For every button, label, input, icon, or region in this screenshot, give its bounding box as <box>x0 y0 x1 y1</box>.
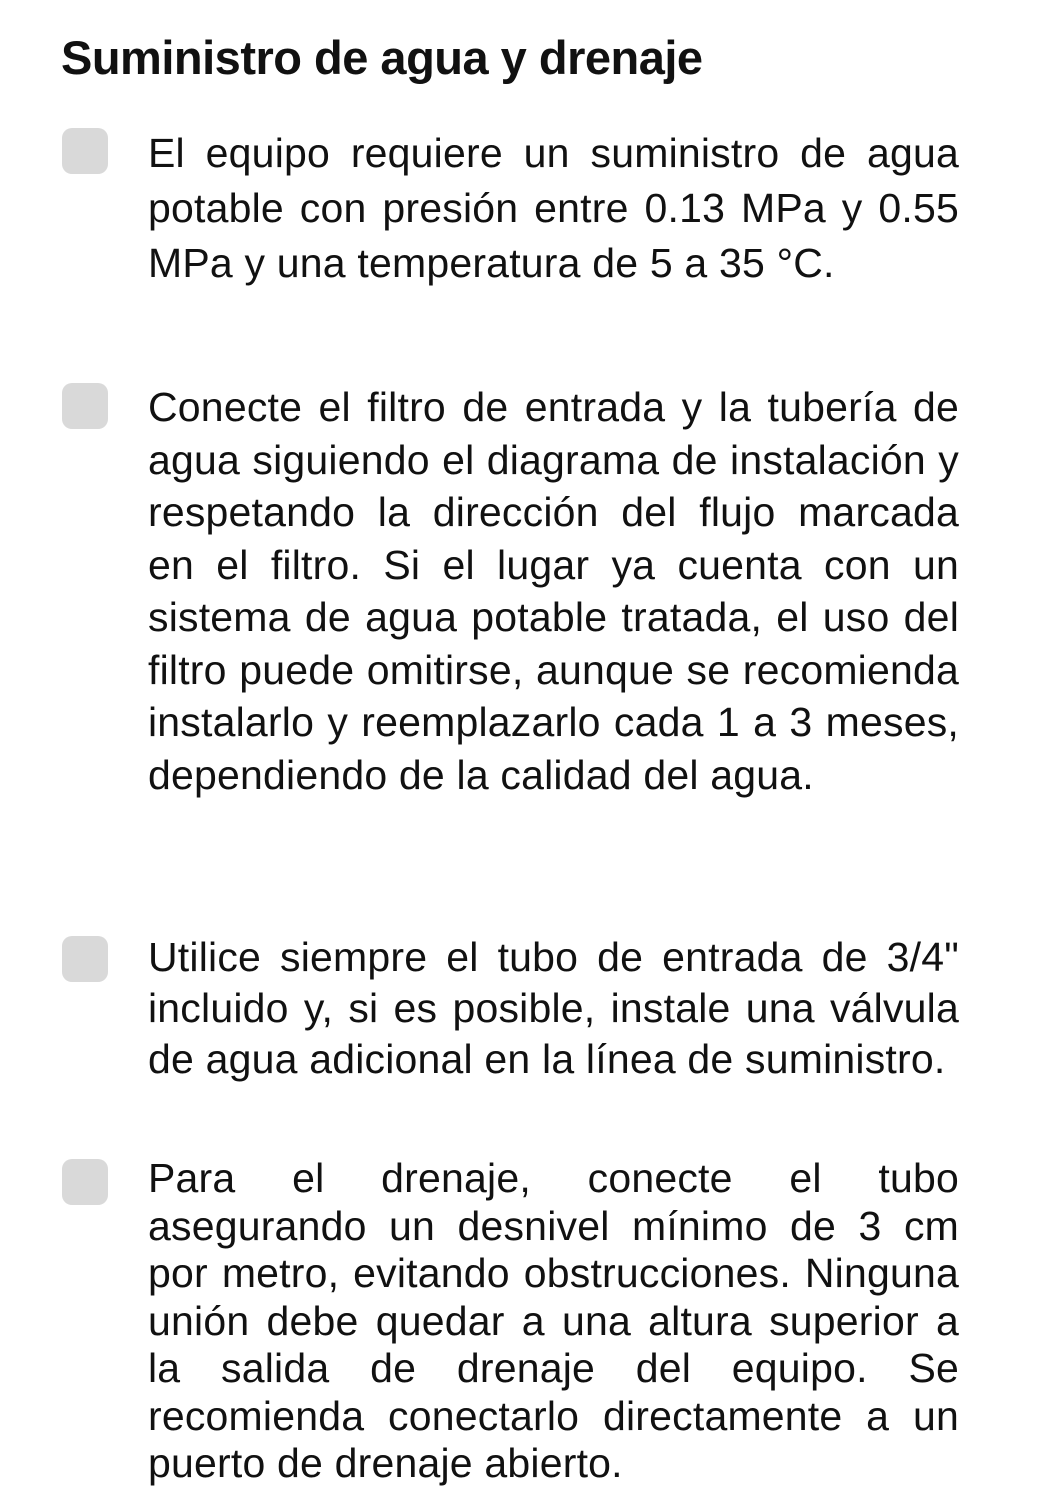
checklist-item-text: Para el drenaje, conecte el tubo asegurando un desnivel mínimo de 3 cm por metro, evitando obstrucciones. Ninguna unión debe quedar a una altura superior a la salida de drenaje del equipo. Se recomienda conectarlo directamente a un puerto de drenaje abierto. <box>148 1155 959 1486</box>
checkbox[interactable] <box>62 383 108 429</box>
checkbox[interactable] <box>62 128 108 174</box>
checklist-item-text: El equipo requiere un suministro de agua potable con presión entre 0.13 MPa y 0.55 MPa y una temperatura de 5 a 35 °C. <box>148 130 959 286</box>
checklist-item-text: Conecte el filtro de entrada y la tubería de agua siguiendo el diagrama de instalación y respetando la dirección del flujo marcada en el filtro. Si el lugar ya cuenta con un sistema de agua potable tratada, el uso del filtro puede omitirse, aunque se recomienda instalarlo y reemplazarlo cada 1 a 3 meses, dependiendo de la calidad del agua. <box>148 384 959 798</box>
section-title: Suministro de agua y drenaje <box>61 31 703 84</box>
checkbox[interactable] <box>62 936 108 982</box>
checkbox[interactable] <box>62 1159 108 1205</box>
checklist-item-text: Utilice siempre el tubo de entrada de 3/4" incluido y, si es posible, instale una válvula de agua adicional en la línea de suministro. <box>148 934 959 1082</box>
